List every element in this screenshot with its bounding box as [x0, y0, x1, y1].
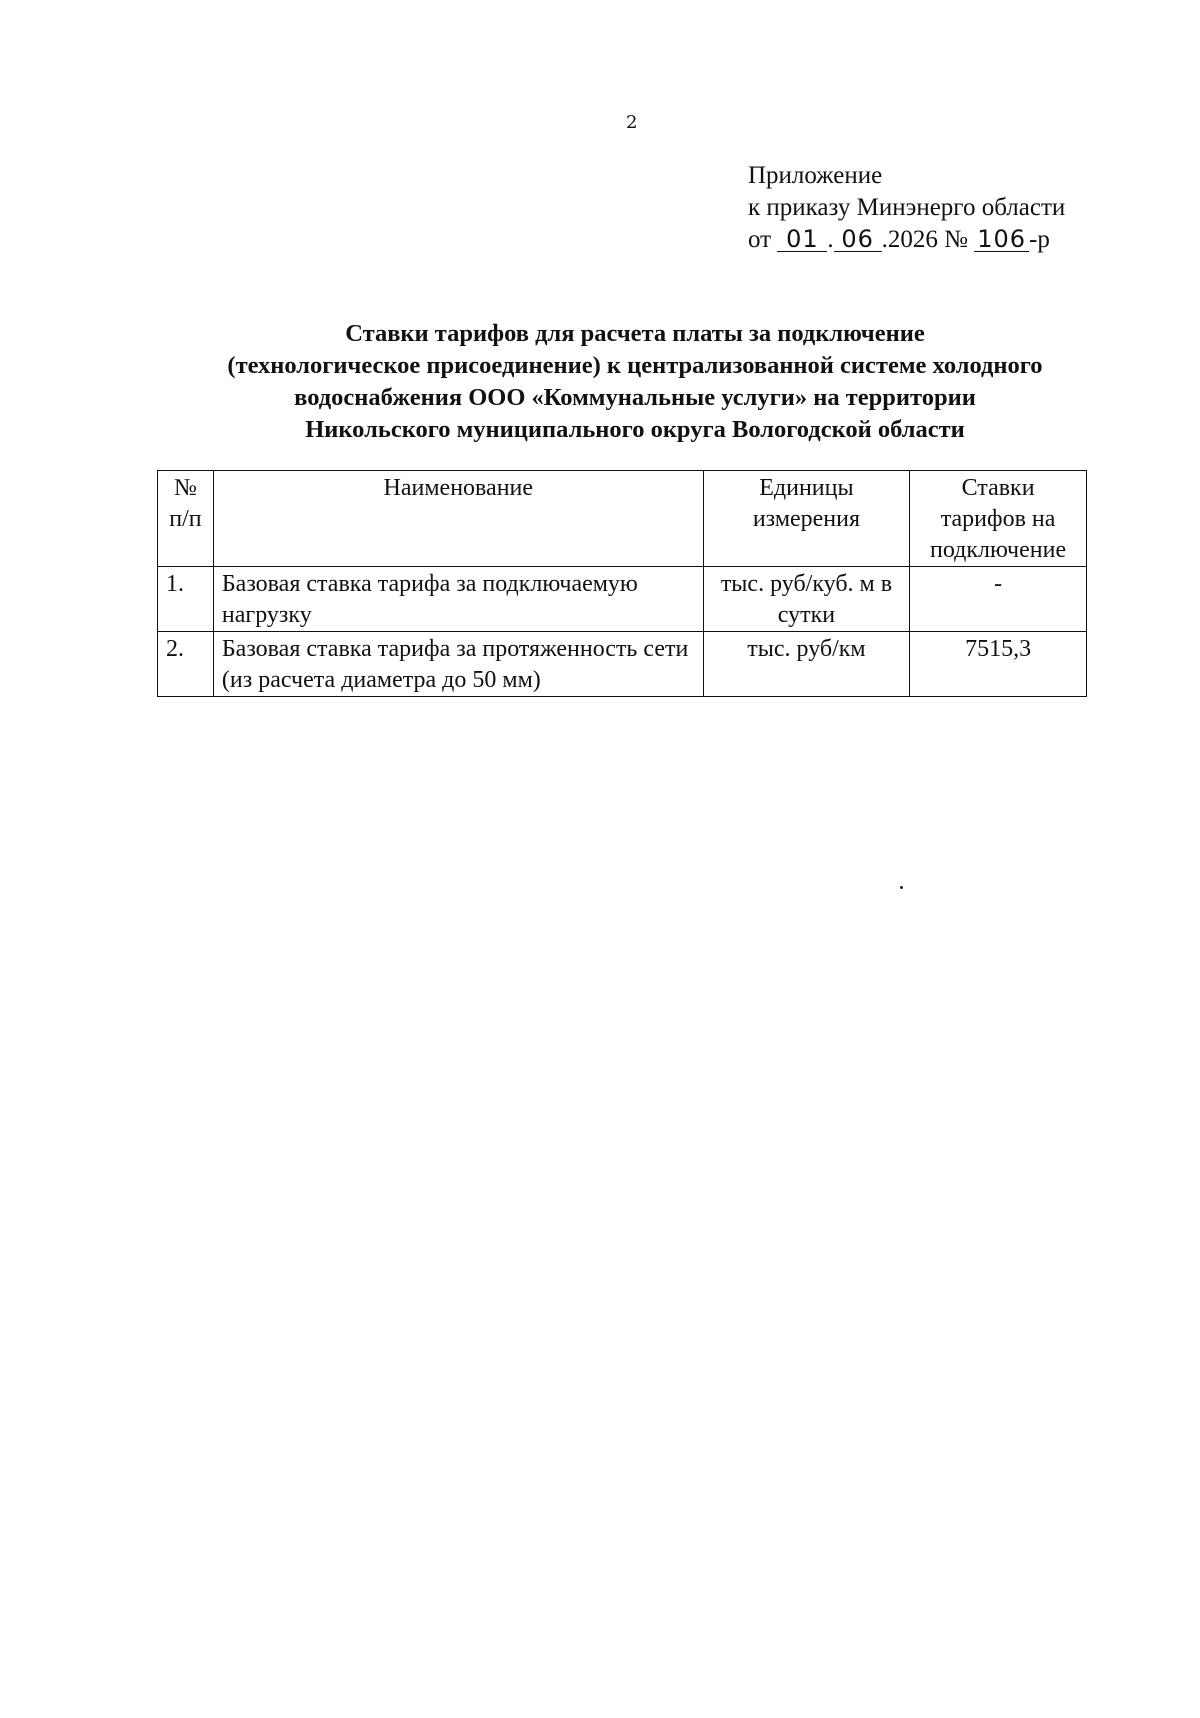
handwritten-order-number: 106: [974, 227, 1029, 252]
row-unit: тыс. руб/куб. м в сутки: [703, 567, 909, 632]
header-rates: Ставки тарифов на подключение: [910, 471, 1087, 567]
title-line-4: Никольского муниципального округа Вологодской области: [305, 416, 965, 443]
title-line-3: водоснабжения ООО «Коммунальные услуги» на территории: [294, 384, 976, 411]
date-prefix: от: [748, 226, 772, 253]
row-rate: 7515,3: [910, 632, 1087, 697]
handwritten-day: 01: [777, 227, 827, 252]
scan-speck: [900, 886, 903, 889]
handwritten-month: 06: [834, 227, 882, 252]
tariff-table: [157, 470, 1087, 697]
row-name: Базовая ставка тарифа за подключаемую нагрузку: [213, 567, 703, 632]
date-separator: .: [827, 226, 834, 253]
title-line-1: Ставки тарифов для расчета платы за подключение: [345, 320, 925, 347]
document-title: [160, 318, 1110, 446]
order-suffix: -р: [1029, 226, 1050, 253]
table-row: [158, 632, 1087, 697]
row-name: Базовая ставка тарифа за протяженность сети (из расчета диаметра до 50 мм): [213, 632, 703, 697]
page-number: 2: [626, 112, 638, 133]
header-name: Наименование: [213, 471, 703, 567]
title-line-2: (технологическое присоединение) к централизованной системе холодного: [227, 352, 1043, 379]
row-number: 2.: [158, 632, 214, 697]
appendix-date-line: [748, 224, 1065, 256]
row-number: 1.: [158, 567, 214, 632]
year-and-number-label: .2026 №: [881, 226, 968, 253]
table-row: [158, 567, 1087, 632]
header-units: Единицы измерения: [703, 471, 909, 567]
appendix-block: [748, 160, 1065, 256]
appendix-label: Приложение: [748, 162, 883, 189]
table-header-row: [158, 471, 1087, 567]
header-number: № п/п: [158, 471, 214, 567]
row-unit: тыс. руб/км: [703, 632, 909, 697]
appendix-order-reference: к приказу Минэнерго области: [748, 194, 1066, 221]
row-rate: -: [910, 567, 1087, 632]
